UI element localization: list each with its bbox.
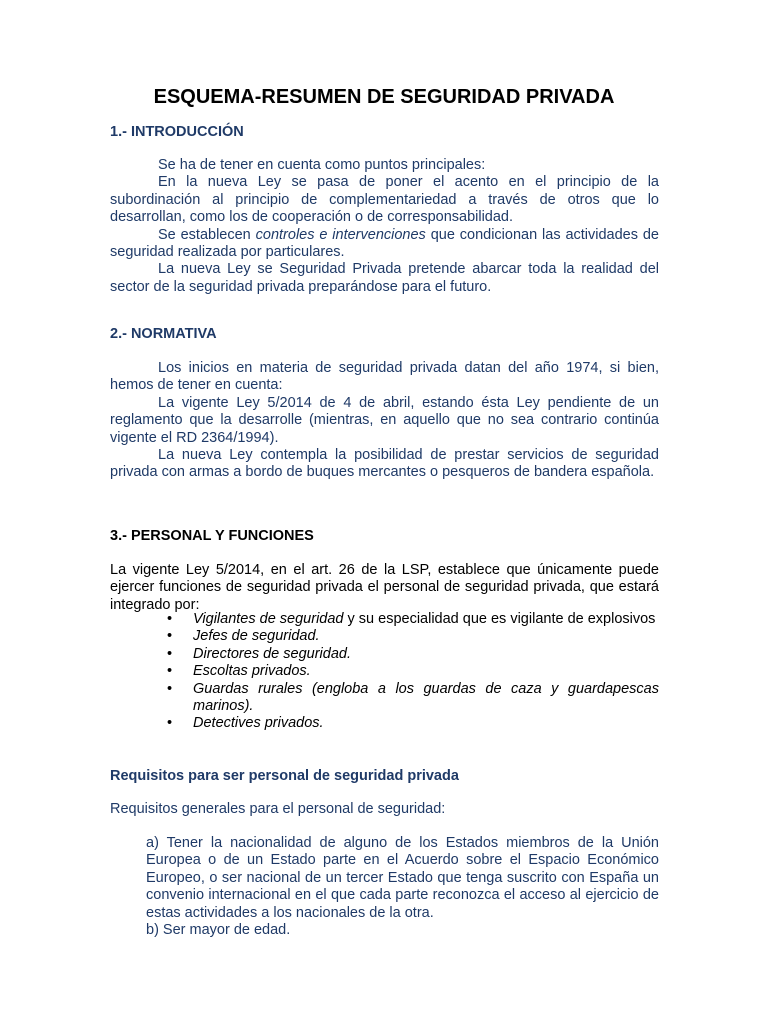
normativa-body (110, 360, 659, 482)
text-run: Se establecen (158, 226, 256, 243)
text-run: que condicionan las actividades de seguridad realizada por particulares. (110, 226, 660, 261)
requisitos-list (110, 835, 659, 939)
section-heading-introduccion: 1.- INTRODUCCIÓN (110, 124, 244, 140)
section-heading-personal-funciones: 3.- PERSONAL Y FUNCIONES (110, 528, 314, 544)
list-item-text: Escoltas privados. (193, 663, 311, 680)
section-heading-normativa: 2.- NORMATIVA (110, 326, 217, 342)
list-item-text: Guardas rurales (engloba a los guardas de caza y guardapescas marinos). (193, 680, 659, 715)
introduccion-body (110, 157, 659, 296)
list-item-text: Directores de seguridad. (193, 645, 351, 662)
requisito-b: b) Ser mayor de edad. (146, 922, 291, 939)
italic-text-run: Vigilantes de seguridad (193, 611, 344, 627)
personal-list (110, 611, 659, 733)
personal-paragraph-1: La vigente Ley 5/2014, en el art. 26 de la LSP, establece que únicamente puede ejercer funciones de seguridad privada el personal de seguridad privada, que estará integrado por: (110, 562, 659, 613)
list-item (193, 628, 659, 645)
italic-text-run: controles e intervenciones (255, 226, 426, 243)
list-item-text: Detectives privados. (193, 715, 324, 732)
normativa-paragraph-1: Los inicios en materia de seguridad privada datan del año 1974, si bien, hemos de tener en cuenta: (110, 360, 659, 394)
page-title: ESQUEMA-RESUMEN DE SEGURIDAD PRIVADA (153, 86, 615, 108)
subsection-heading-requisitos: Requisitos para ser personal de seguridad privada (110, 768, 459, 784)
introduccion-paragraph-1: Se ha de tener en cuenta como puntos principales: (158, 157, 486, 173)
introduccion-paragraph-4: La nueva Ley se Seguridad Privada pretende abarcar toda la realidad del sector de la seguridad privada preparándose para el futuro. (110, 261, 659, 295)
list-item (193, 681, 659, 716)
introduccion-paragraph-2: En la nueva Ley se pasa de poner el acento en el principio de la subordinación al principio de complementariedad a través de otros que lo desarrollan, como los de cooperación o de corresponsabilidad. (110, 174, 659, 226)
personal-body (110, 562, 659, 614)
list-item (193, 611, 659, 628)
list-item (193, 715, 659, 732)
normativa-paragraph-2: La vigente Ley 5/2014 de 4 de abril, estando ésta Ley pendiente de un reglamento que la desarrolle (mientras, en aquello que no sea contrario continúa vigente el RD 2364/1994). (110, 394, 659, 446)
requisitos-intro-text: Requisitos generales para el personal de seguridad: (110, 801, 446, 817)
requisito-a: a) Tener la nacionalidad de alguno de los Estados miembros de la Unión Europea o de un Estado parte en el Acuerdo sobre el Espacio Económico Europeo, o ser nacional de un tercer Estado que tenga suscrito con España un convenio internacional en el que cada parte reconozca el acceso al ejercicio de estas actividades a los nacionales de la otra. (146, 835, 659, 921)
introduccion-paragraph-3 (110, 227, 659, 262)
list-item-text: Jefes de seguridad. (193, 628, 320, 645)
requisitos-intro (110, 801, 659, 818)
list-item (193, 646, 659, 663)
normativa-paragraph-3: La nueva Ley contempla la posibilidad de prestar servicios de seguridad privada con armas a bordo de buques mercantes o pesqueros de bandera española. (110, 447, 659, 481)
text-run: y su especialidad que es vigilante de explosivos (343, 611, 656, 627)
list-item (193, 663, 659, 680)
